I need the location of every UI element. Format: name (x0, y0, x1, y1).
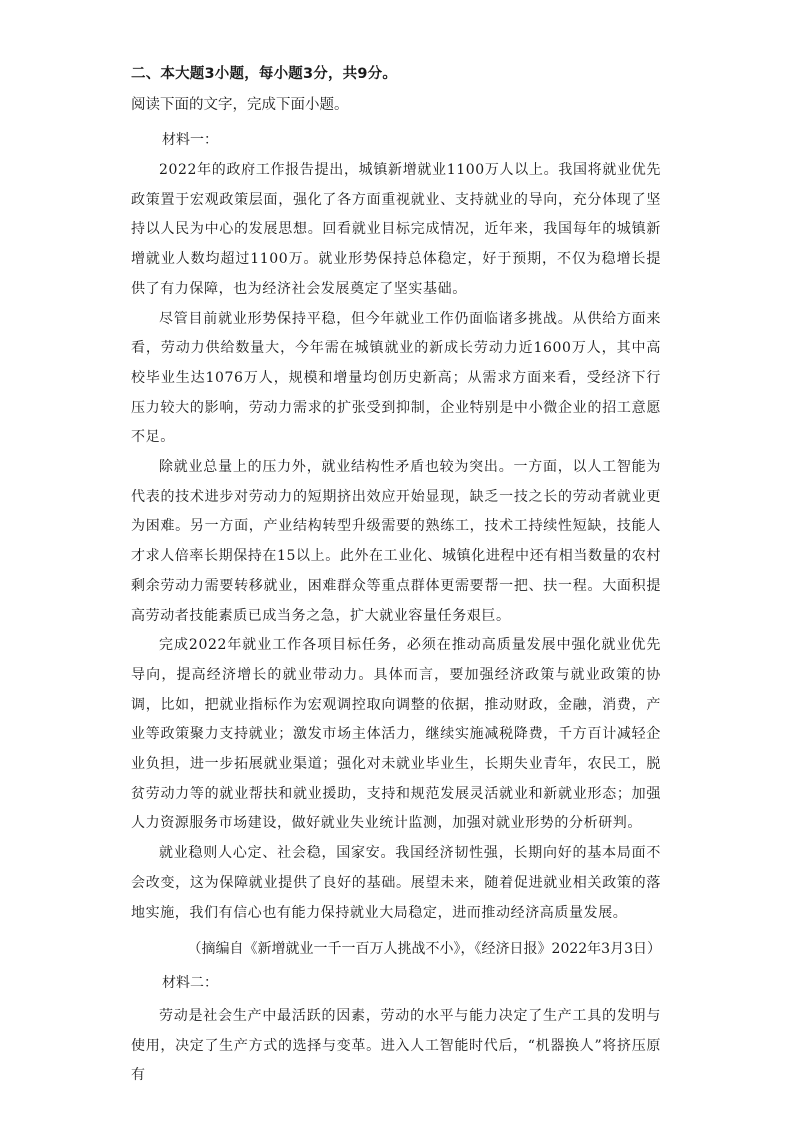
material-1-paragraph: 2022年的政府工作报告提出，城镇新增就业1100万人以上。我国将就业优先政策置于宏观政策层面，强化了各方面重视就业、支持就业的导向，充分体现了坚持以人民为中心的发展思想。回看就业目标完成情况，近年来，我国每年的城镇新增就业人数均超过1100万。就业形势保持总体稳定，好于预期，不仅为稳增长提供了有力保障，也为经济社会发展奠定了坚实基础。 (131, 162, 661, 297)
material-1-paragraph: 除就业总量上的压力外，就业结构性矛盾也较为突出。一方面，以人工智能为代表的技术进步对劳动力的短期挤出效应开始显现，缺乏一技之长的劳动者就业更为困难。另一方面，产业结构转型升级需要的熟练工，技术工持续性短缺，技能人才求人倍率长期保持在15以上。此外在工业化、城镇化进程中还有相当数量的农村剩余劳动力需要转移就业，困难群众等重点群体更需要帮一把、扶一程。大面积提高劳动者技能素质已成当务之急，扩大就业容量任务艰巨。 (131, 459, 662, 624)
reading-instruction: 阅读下面的文字，完成下面小题。 (131, 97, 349, 113)
section-heading: 二、本大题3小题，每小题3分，共9分。 (131, 66, 398, 82)
material-1-paragraph: 就业稳则人心定、社会稳，国家安。我国经济韧性强，长期向好的基本局面不会改变，这为保障就业提供了良好的基础。展望未来，随着促进就业相关政策的落地实施，我们有信心也有能力保持就业大局稳定，进而推动经济高质量发展。 (131, 845, 661, 921)
material-1-body (131, 156, 661, 928)
material-2-label: 材料二： (162, 975, 218, 991)
material-1-paragraph: 完成2022年就业工作各项目标任务，必须在推动高质量发展中强化就业优先导向，提高经济增长的就业带动力。具体而言，要加强经济政策与就业政策的协调，比如，把就业指标作为宏观调控取向调整的依据，推动财政，金融，消费，产业等政策聚力支持就业；激发市场主体活力，继续实施减税降费，千方百计减轻企业负担，进一步拓展就业渠道；强化对未就业毕业生，长期失业青年，农民工，脱贫劳动力等的就业帮扶和就业援助，支持和规范发展灵活就业和新就业形态；加强人力资源服务市场建设，做好就业失业统计监测，加强对就业形势的分析研判。 (131, 637, 661, 832)
material-1-paragraph: 尽管目前就业形势保持平稳，但今年就业工作仍面临诸多挑战。从供给方面来看，劳动力供给数量大，今年需在城镇就业的新成长劳动力近1600万人，其中高校毕业生达1076万人，规模和增量均创历史新高；从需求方面来看，受经济下行压力较大的影响，劳动力需求的扩张受到抑制，企业特别是中小微企业的招工意愿不足。 (131, 310, 661, 446)
material-1-source: （摘编自《新增就业一千一百万人挑战不小》，《经济日报》2022年3月3日） (187, 941, 661, 957)
material-2-body (131, 1002, 661, 1091)
material-2-paragraph: 劳动是社会生产中最活跃的因素，劳动的水平与能力决定了生产工具的发明与使用，决定了生产方式的选择与变革。进入人工智能时代后，“机器换人”将挤压原有 (131, 1008, 661, 1084)
material-1-label: 材料一： (162, 132, 218, 148)
